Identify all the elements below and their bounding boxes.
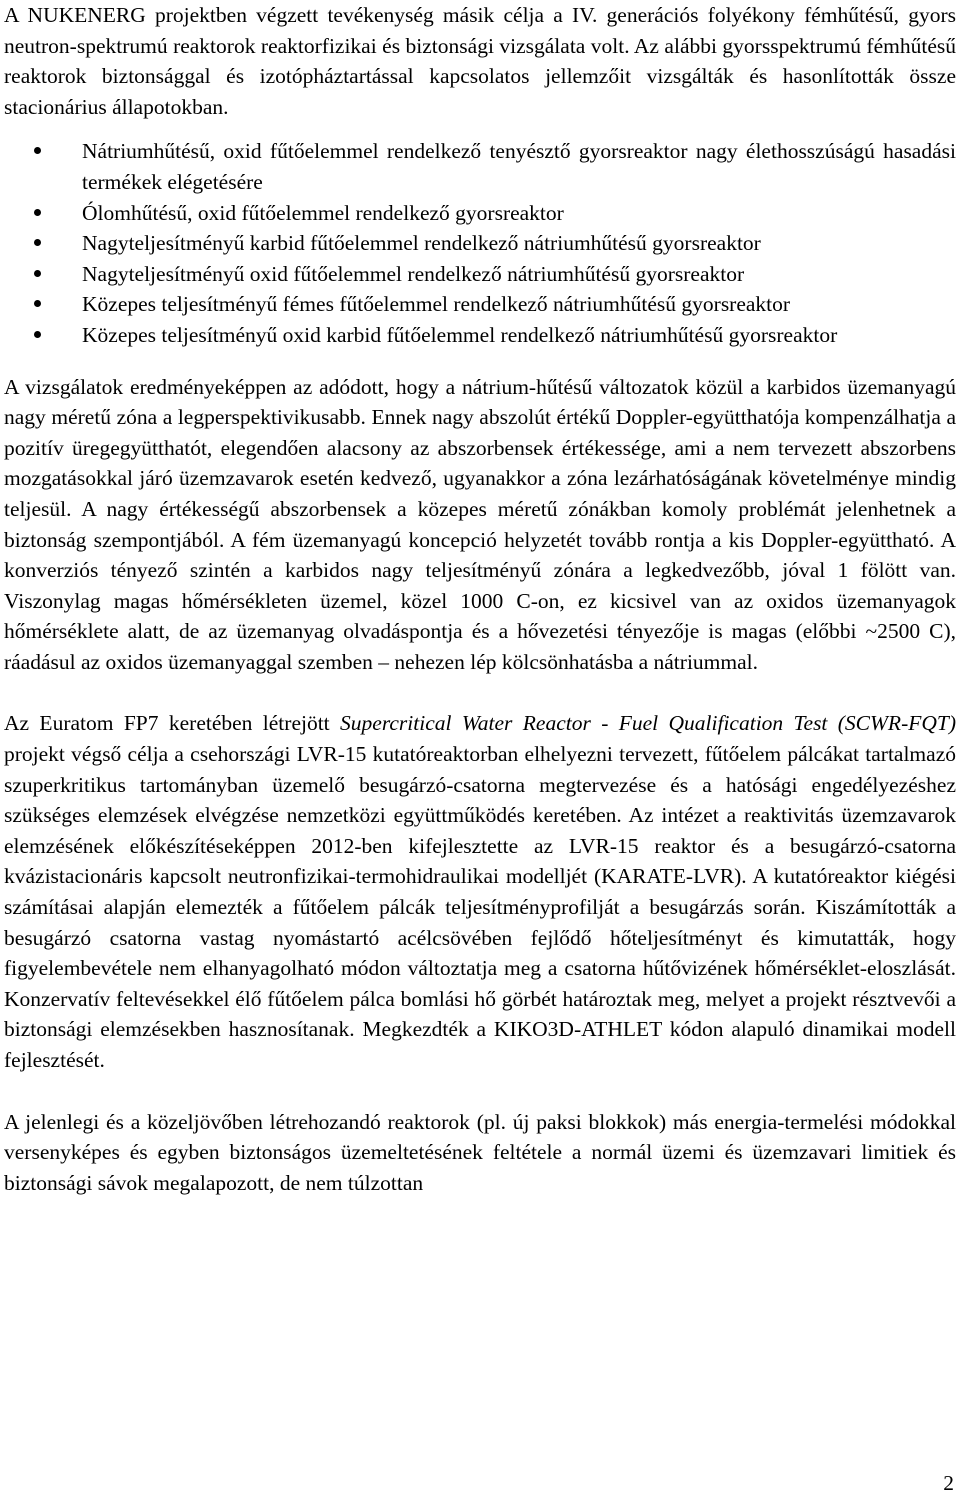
list-item-text: Közepes teljesítményű fémes fűtőelemmel rendelkező nátriumhűtésű gyorsreaktor: [82, 292, 791, 317]
euratom-paragraph: [4, 708, 956, 1075]
euratom-lead-text: Az Euratom FP7 keretében létrejött: [4, 711, 341, 736]
closing-paragraph: A jelenlegi és a közeljövőben létrehozandó reaktorok (pl. új paksi blokkok) más energia-termelési módokkal versenyképes és egyben biztonságos üzemeltetésének feltétele a normál üzemi és üzemzavari limitiek és biztonsági sávok megalapozott, de nem túlzottan: [4, 1109, 956, 1195]
list-item-text: Nátriumhűtésű, oxid fűtőelemmel rendelkező tenyésztő gyorsreaktor nagy élethosszúságú hasadási termékek elégetésére: [82, 139, 956, 194]
intro-paragraph: A NUKENERG projektben végzett tevékenység másik célja a IV. generációs folyékony fémhűtésű, gyors neutron-spektrumú reaktorok reaktorfizikai és biztonsági vizsgálata volt. Az alábbi gyorsspektrumú fémhűtésű reaktorok biztonsággal és izotópháztartással kapcsolatos jellemzőit vizsgálták és hasonlították össze stacionárius állapotokban.: [4, 3, 956, 119]
euratom-body-text: projekt végső célja a csehországi LVR-15 kutatóreaktorban elhelyezni tervezett, fűtőelem pálcákat tartalmazó szuperkritikus tartományban üzemelő besugárzó-csatorna megtervezése és a hatósági engedélyezéshez szükséges elemzések elvégzése nemzetközi együttműködés keretében. Az intézet a reaktivitás üzemzavarok elemzésének előkészítéseképpen 2012-ben kifejlesztette az LVR-15 reaktor és a besugárzó-csatorna kvázistacionáris kapcsolt neutronfizikai-termohidraulikai modelljét (KARATE-LVR). A kutatóreaktor kiégési számításai alapján elemezték a fűtőelem pálcák teljesítményprofilját a besugárzás során. Kiszámították a besugárzó csatorna vastag nyomástartó acélcsövében fejlődő hőteljesítményt és kimutatták, hogy figyelembevétele nem elhanyagolható módon változtatja meg a csatorna hűtővizének hőmérséklet-eloszlását. Konzervatív feltevésekkel élő fűtőelem pálca bomlási hő görbét határoztak meg, melyet a projekt résztvevői a biztonsági elemzésekben hasznosítanak. Megkezdték a KIKO3D-ATHLET kódon alapuló dinamikai modell fejlesztését.: [4, 742, 956, 1072]
bullet-dot-icon: [34, 147, 41, 154]
bullet-dot-icon: [34, 331, 41, 338]
list-item-text: Közepes teljesítményű oxid karbid fűtőelemmel rendelkező nátriumhűtésű gyorsreaktor: [82, 322, 838, 347]
reactor-list: [4, 136, 956, 350]
page-number: 2: [943, 1471, 954, 1495]
list-item-text: Nagyteljesítményű oxid fűtőelemmel rendelkező nátriumhűtésű gyorsreaktor: [82, 261, 745, 286]
bullet-dot-icon: [34, 239, 41, 246]
bullet-dot-icon: [34, 300, 41, 307]
bullet-dot-icon: [34, 270, 41, 277]
list-item: [4, 320, 956, 351]
list-item: [4, 228, 956, 259]
document-page: [4, 0, 956, 1198]
list-item-text: Nagyteljesítményű karbid fűtőelemmel rendelkező nátriumhűtésű gyorsreaktor: [82, 231, 761, 256]
list-item: [4, 198, 956, 229]
list-item: [4, 136, 956, 197]
results-paragraph: A vizsgálatok eredményeképpen az adódott, hogy a nátrium-hűtésű változatok közül a karbidos üzemanyagú nagy méretű zóna a legperspektivikusabb. Ennek nagy abszolút értékű Doppler-együtthatója kompenzálhatja a pozitív üregegyütthatót, elegendően alacsony az abszorbensek értékessége, ami a nem tervezett abszorbens mozgatásokkal járó üzemzavarok esetén kedvező, ugyanakkor a zóna lezárhatóságának követelménye mindig teljesül. A nagy értékességű abszorbensek a közepes méretű zónákban komoly problémát jelenhetnek a biztonság szempontjából. A fém üzemanyagú koncepció helyzetét tovább rontja a kis Doppler-együttható. A konverziós tényező szintén a karbidos nagy teljesítményű zónára a legkedvezőbb, jóval 1 fölött van. Viszonylag magas hőmérsékleten üzemel, közel 1000 C-on, ez kicsivel van az oxidos üzemanyagok hőmérséklete alatt, de az üzemanyag olvadáspontja és a hővezetési tényezője is magas (előbbi ~2500 C), ráadásul az oxidos üzemanyaggal szemben – nehezen lép kölcsönhatásba a nátriummal.: [4, 374, 956, 674]
bullet-dot-icon: [34, 209, 41, 216]
list-item: [4, 289, 956, 320]
list-item-text: Ólomhűtésű, oxid fűtőelemmel rendelkező gyorsreaktor: [82, 200, 564, 225]
project-title: Supercritical Water Reactor - Fuel Qualification Test (SCWR-FQT): [340, 711, 957, 736]
list-item: [4, 259, 956, 290]
